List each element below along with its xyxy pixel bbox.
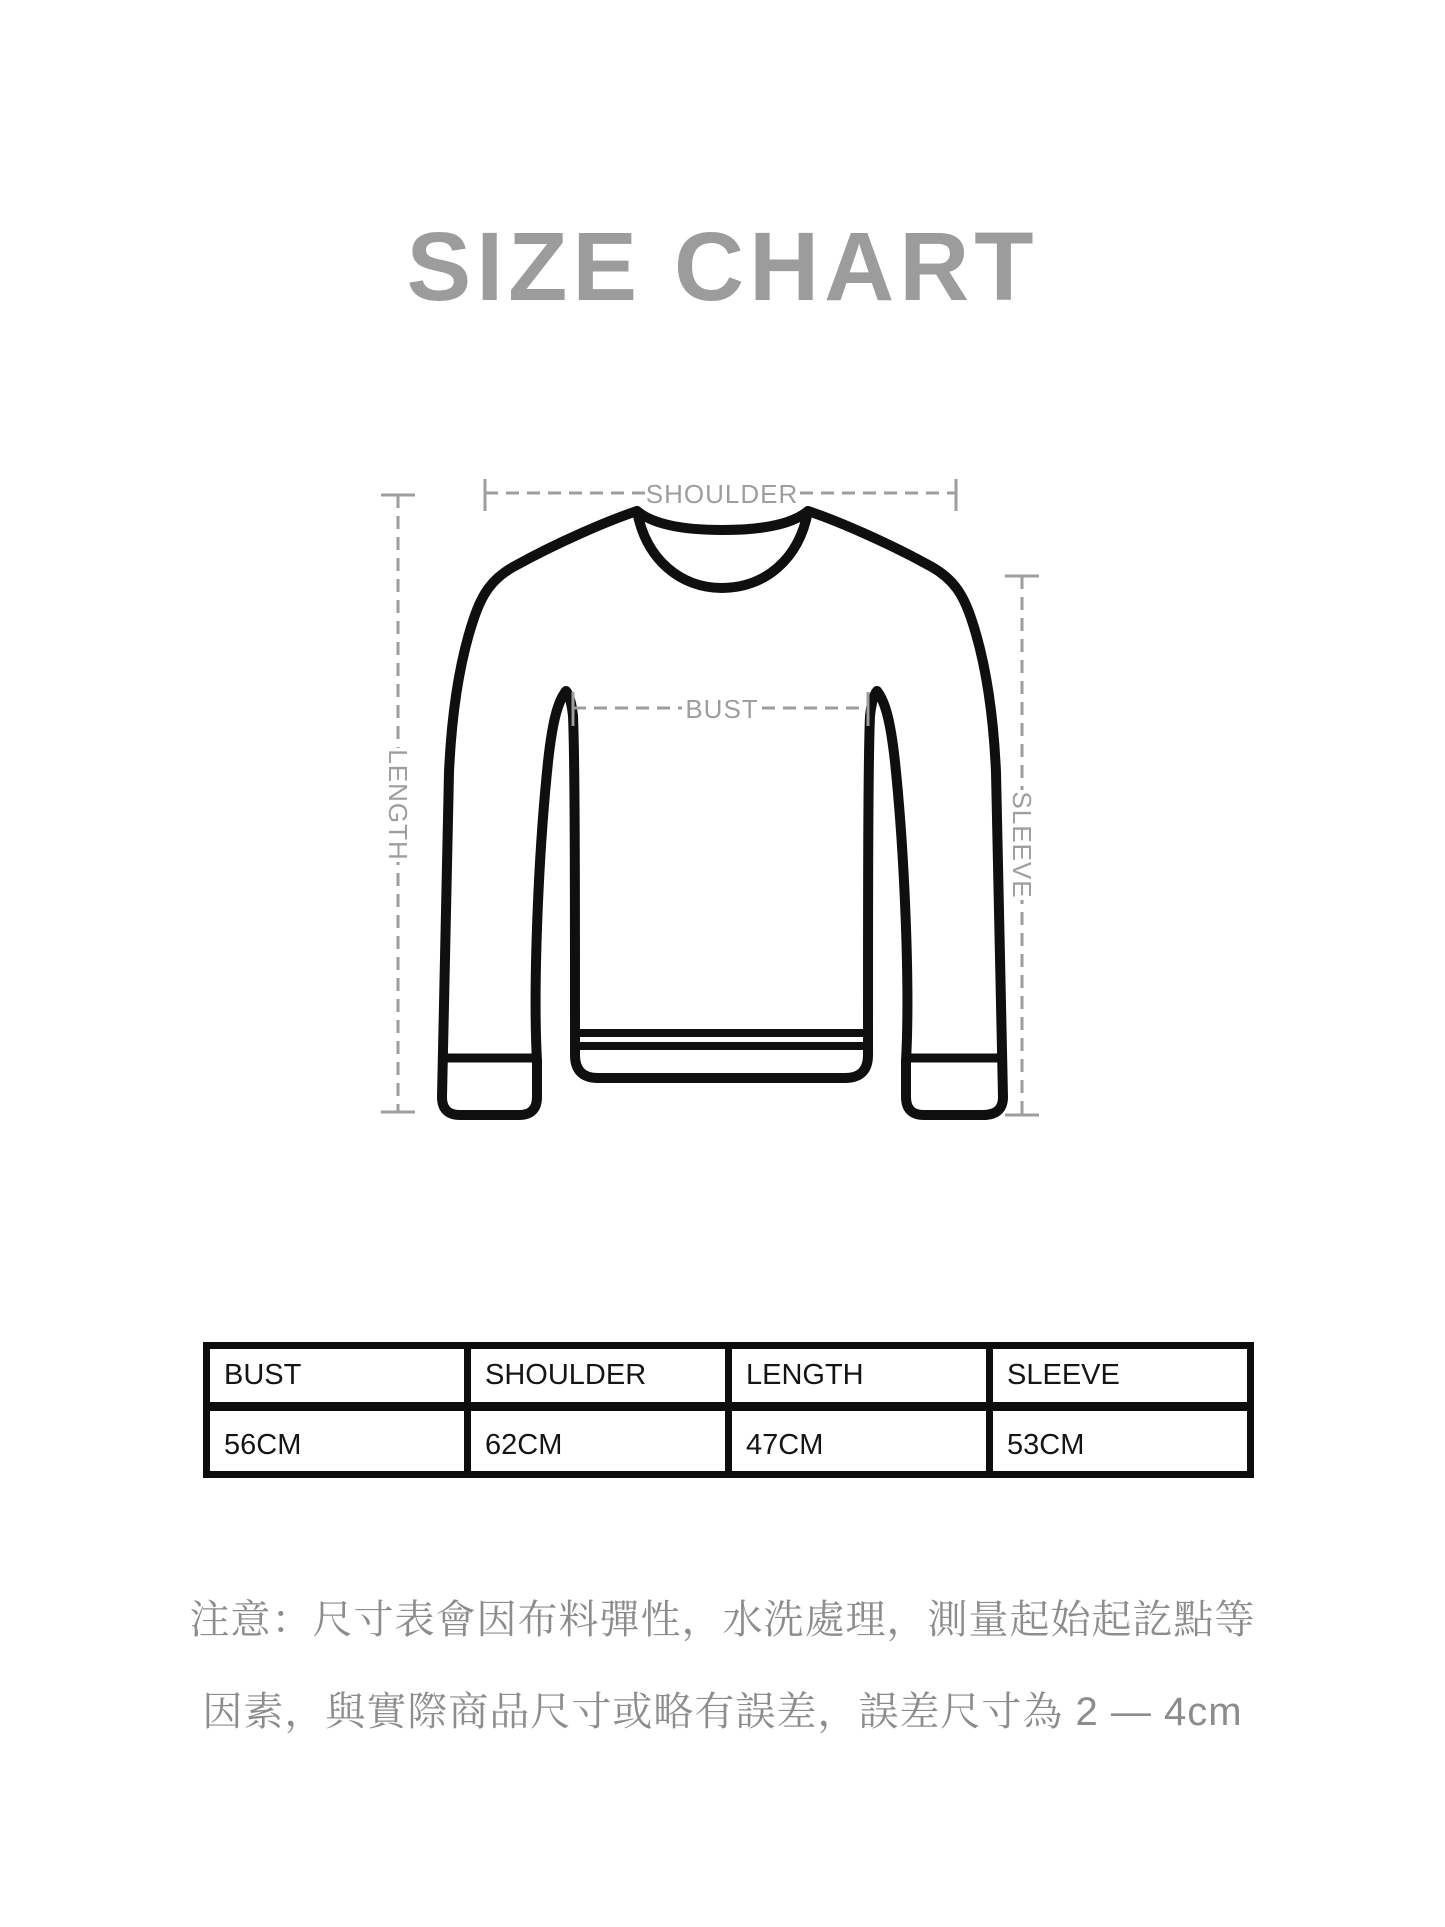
size-table-value-sleeve: 53CM bbox=[990, 1407, 1251, 1475]
disclaimer-line-2: 因素，與實際商品尺寸或略有誤差，誤差尺寸為 2 — 4cm bbox=[202, 1690, 1243, 1734]
size-table-header-bust: BUST bbox=[207, 1346, 468, 1407]
page-title: SIZE CHART bbox=[406, 212, 1039, 321]
sweater-measurement-diagram bbox=[350, 450, 1070, 1170]
size-table-value-bust: 56CM bbox=[207, 1407, 468, 1475]
disclaimer-note bbox=[0, 1574, 1445, 1758]
size-table-value-shoulder: 62CM bbox=[468, 1407, 729, 1475]
bust-label: BUST bbox=[685, 694, 759, 724]
length-measure bbox=[381, 495, 415, 1112]
length-label: LENGTH bbox=[383, 749, 413, 861]
size-table-value-length: 47CM bbox=[729, 1407, 990, 1475]
size-table-value-row bbox=[207, 1407, 1251, 1475]
sweater-outline bbox=[442, 511, 1003, 1115]
sleeve-label: SLEEVE bbox=[1007, 791, 1037, 899]
disclaimer-line-1: 注意：尺寸表會因布料彈性，水洗處理，測量起始起訖點等 bbox=[189, 1598, 1256, 1642]
sweater-body-path bbox=[442, 511, 1003, 1115]
size-table-header-row bbox=[207, 1346, 1251, 1407]
size-table-header-shoulder: SHOULDER bbox=[468, 1346, 729, 1407]
size-table-header-sleeve: SLEEVE bbox=[990, 1346, 1251, 1407]
sleeve-measure bbox=[1005, 576, 1039, 1115]
shoulder-measure bbox=[485, 477, 956, 511]
size-table-header-length: LENGTH bbox=[729, 1346, 990, 1407]
shoulder-label: SHOULDER bbox=[645, 479, 799, 509]
size-table bbox=[203, 1342, 1254, 1478]
